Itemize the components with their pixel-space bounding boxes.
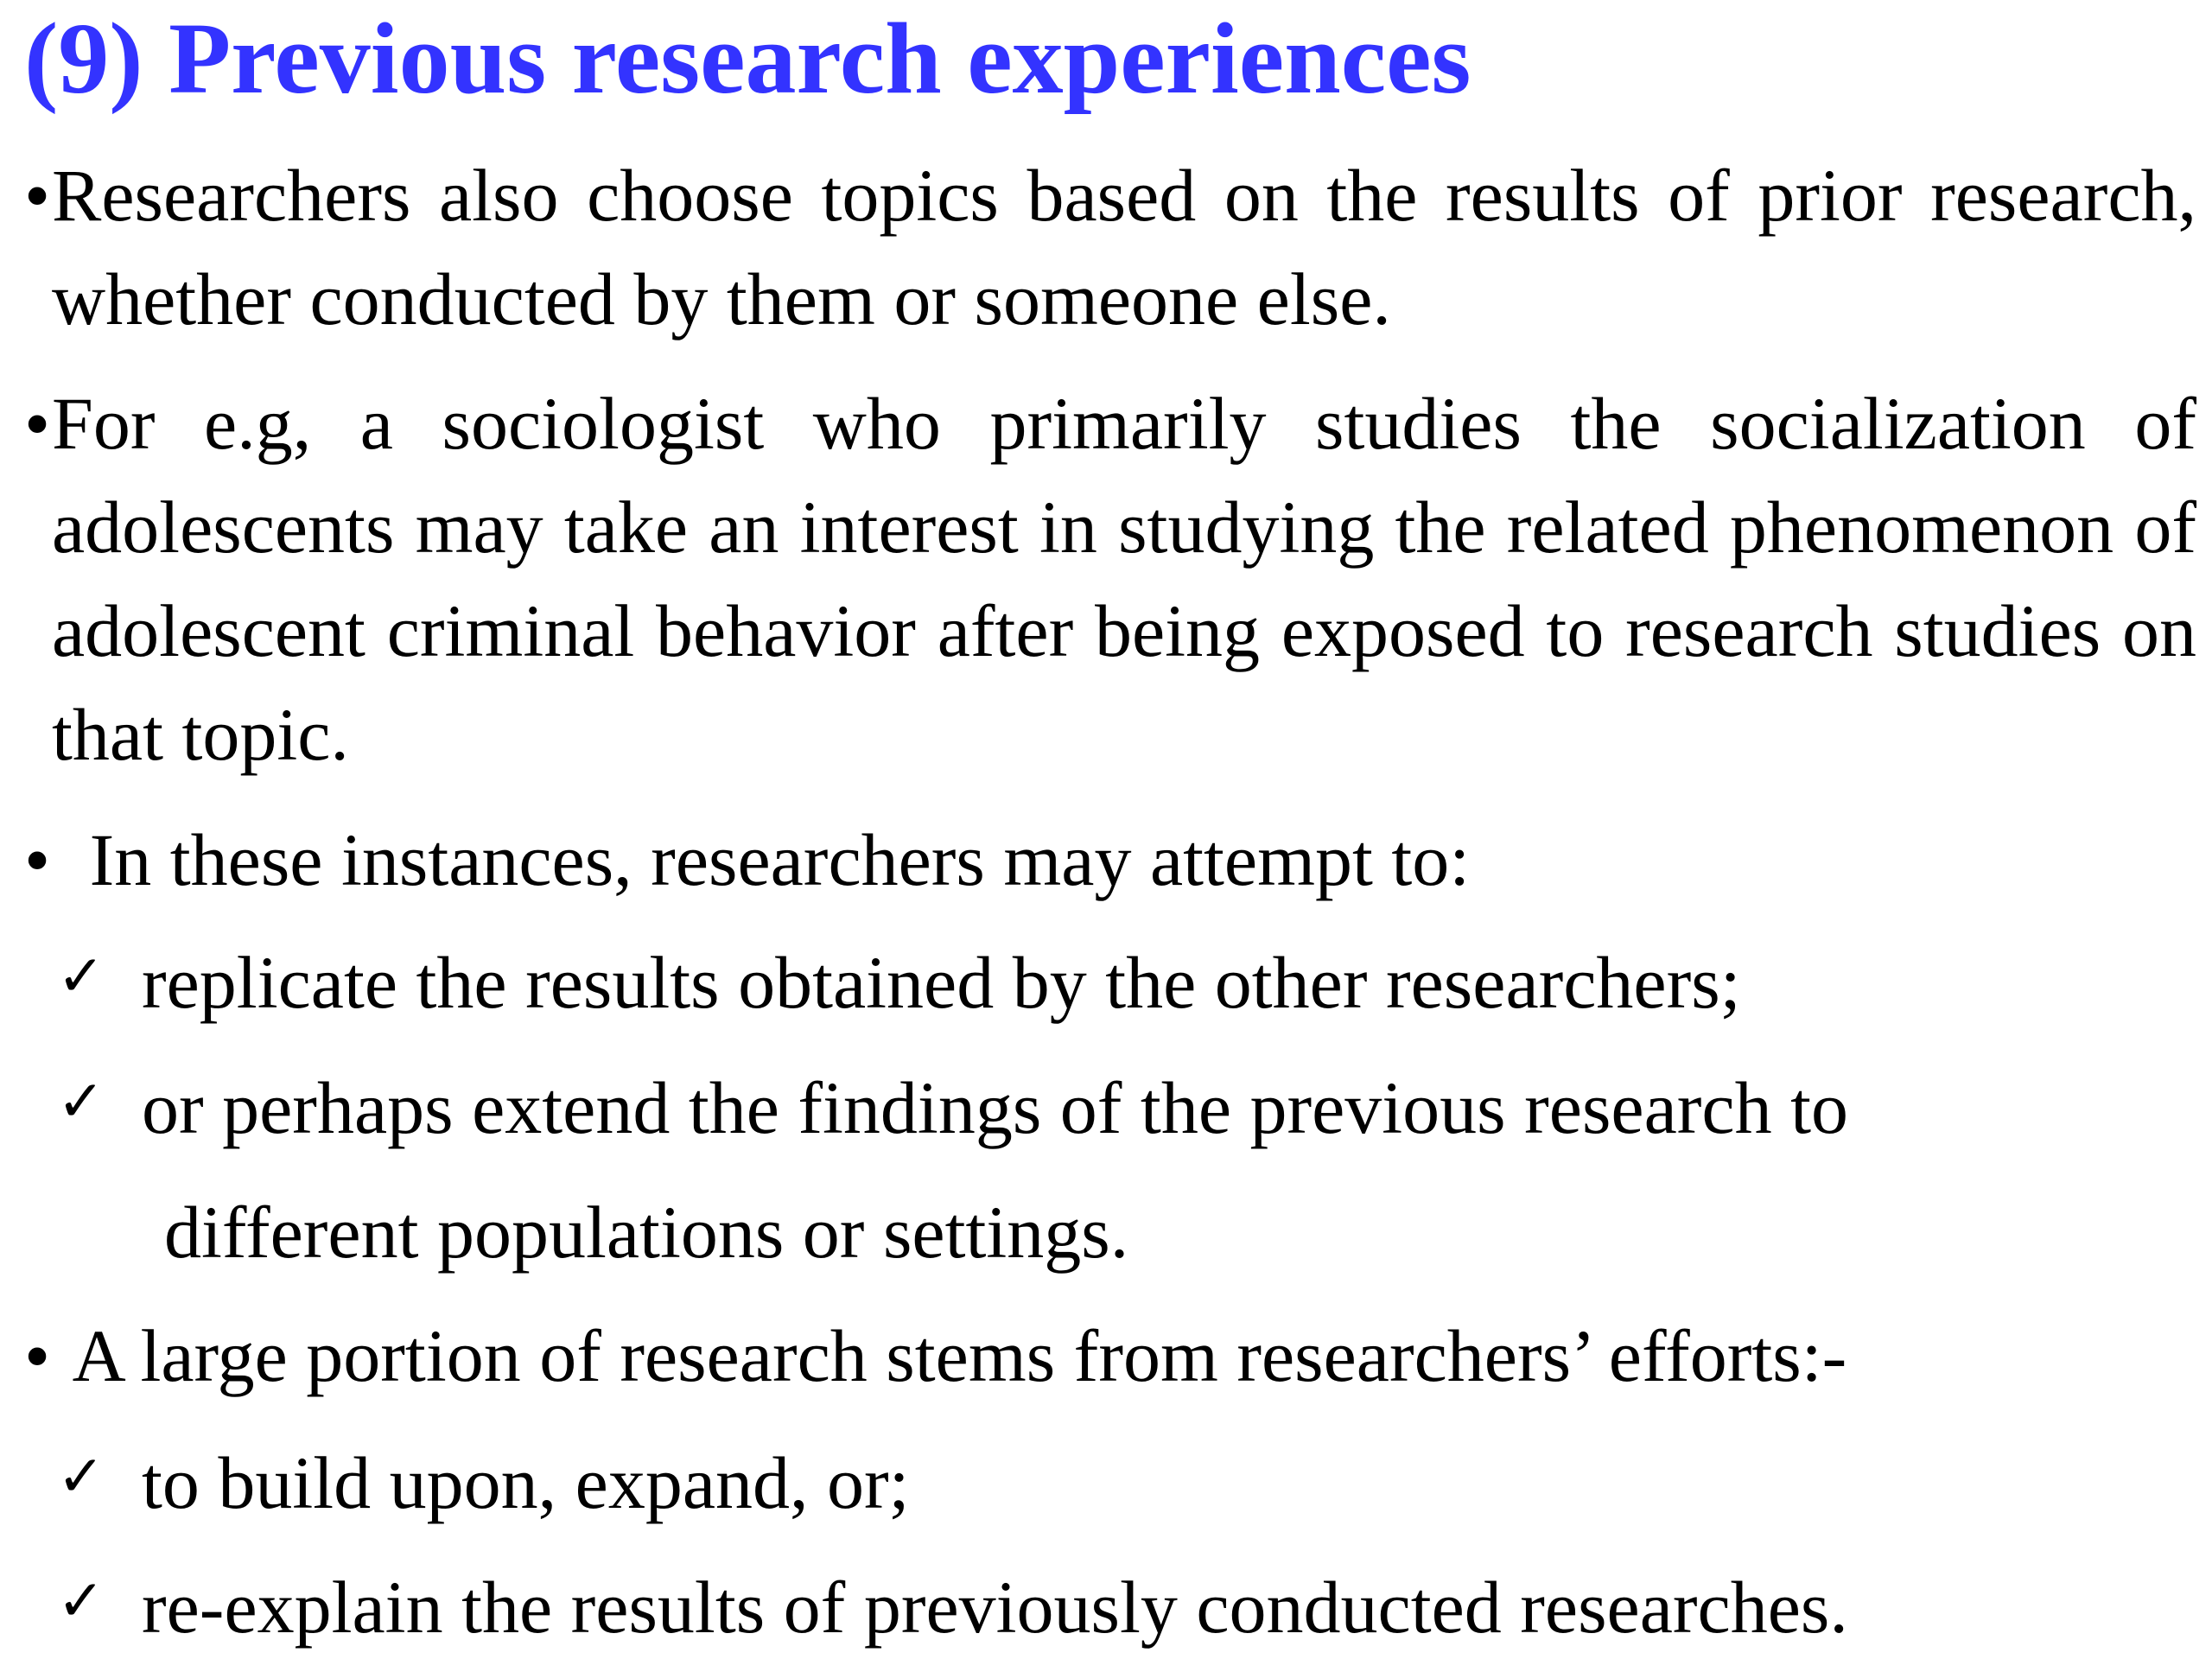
bullet-icon: • — [24, 1314, 51, 1397]
bullet-text: For e.g, a sociologist who primarily studies the socialization of adolescents may take an interest in studying the related phenomenon of adolescent criminal behavior after being exposed to research studies on that topic. — [52, 382, 2196, 776]
check-item-text: replicate the results obtained by the other researchers; — [142, 941, 1741, 1024]
check-icon: ✓ — [57, 1068, 105, 1135]
check-item-continuation: different populations or settings. — [164, 1191, 1129, 1274]
bullet-item — [24, 808, 1470, 912]
check-icon: ✓ — [57, 943, 105, 1009]
bullet-text: A large portion of research stems from researchers’ efforts:- — [72, 1314, 1847, 1397]
bullet-item — [24, 143, 2196, 351]
check-icon: ✓ — [57, 1443, 105, 1510]
bullet-icon: • — [24, 382, 51, 465]
bullet-text: Researchers also choose topics based on the results of prior research, whether conducted by them or someone else. — [52, 154, 2196, 340]
bullet-icon: • — [24, 154, 51, 237]
check-item-text: or perhaps extend the findings of the previous research to — [142, 1066, 1848, 1149]
bullet-item — [24, 1304, 1847, 1408]
check-icon: ✓ — [57, 1567, 105, 1634]
check-item-text: re-explain the results of previously conducted researches. — [142, 1566, 1848, 1649]
bullet-icon: • — [24, 818, 51, 901]
bullet-item — [24, 372, 2196, 786]
bullet-text: In these instances, researchers may attempt to: — [89, 818, 1471, 901]
slide-title: (9) Previous research experiences — [24, 2, 1471, 115]
check-item-text: to build upon, expand, or; — [142, 1441, 910, 1524]
